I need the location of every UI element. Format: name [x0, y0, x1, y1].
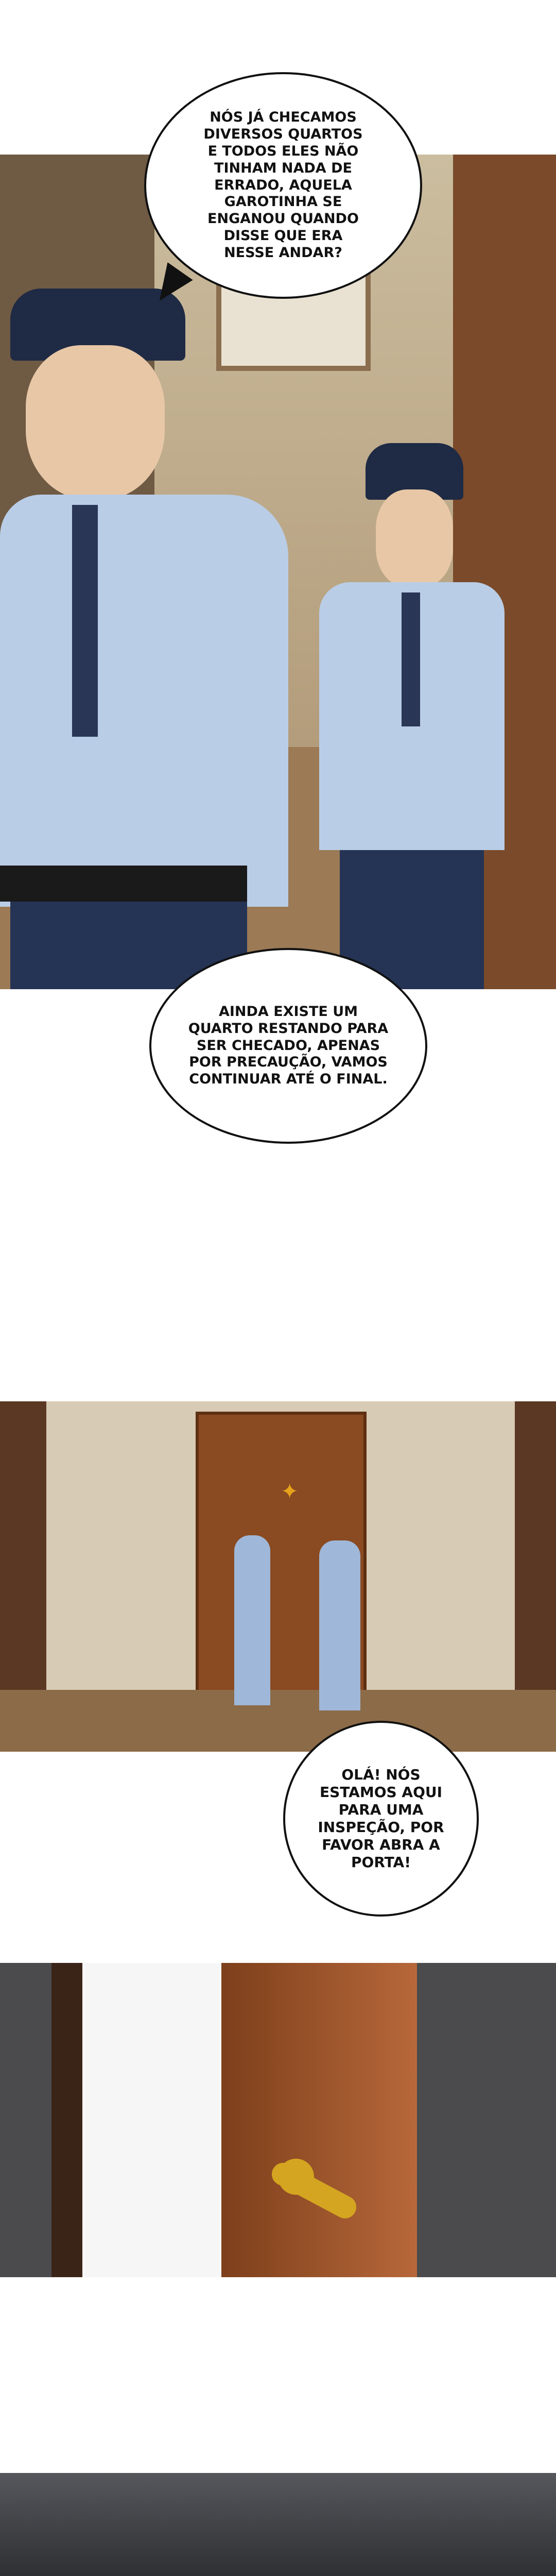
officer-right-tie [402, 592, 420, 726]
officer-knocking-1 [234, 1535, 270, 1705]
panel-knocking-door [0, 1401, 556, 1752]
speech-bubble-2 [149, 948, 427, 1144]
officer-left-belt [0, 866, 247, 902]
officer-left [0, 258, 288, 989]
panel-transition-strip [0, 2473, 556, 2576]
door-close-up [221, 1963, 417, 2277]
speech-bubble-3 [283, 1721, 479, 1917]
corridor-floor [0, 1690, 556, 1752]
speech-bubble-2-text: AINDA EXISTE UM QUARTO RESTANDO PARA SER CHECADO, APENAS POR PRECAUÇÃO, VAMOS CONTINUAR ATÉ O FINAL. [188, 1003, 389, 1088]
door-handle-knob [278, 2159, 314, 2195]
officer-left-tie [72, 505, 98, 737]
officer-knocking-2 [319, 1540, 360, 1710]
officer-left-face [26, 345, 165, 500]
officer-right [319, 443, 505, 989]
officer-right-face [376, 489, 453, 587]
speech-bubble-3-text: OLÁ! NÓS ESTAMOS AQUI PARA UMA INSPEÇÃO, POR FAVOR ABRA A PORTA! [318, 1766, 444, 1871]
officer-left-shirt [0, 495, 288, 907]
speech-bubble-1-text: NÓS JÁ CHECAMOS DIVERSOS QUARTOS E TODOS ELES NÃO TINHAM NADA DE ERRADO, AQUELA GAROTINHA SE ENGANOU QUANDO DISSE QUE ERA NESSE ANDAR? [203, 109, 363, 261]
speech-bubble-1 [144, 72, 422, 299]
door-gap-light [82, 1963, 221, 2277]
knock-sound-effect: ✦ [281, 1479, 299, 1504]
panel-door-handle [0, 1963, 556, 2277]
door-frame-left [51, 1963, 82, 2277]
